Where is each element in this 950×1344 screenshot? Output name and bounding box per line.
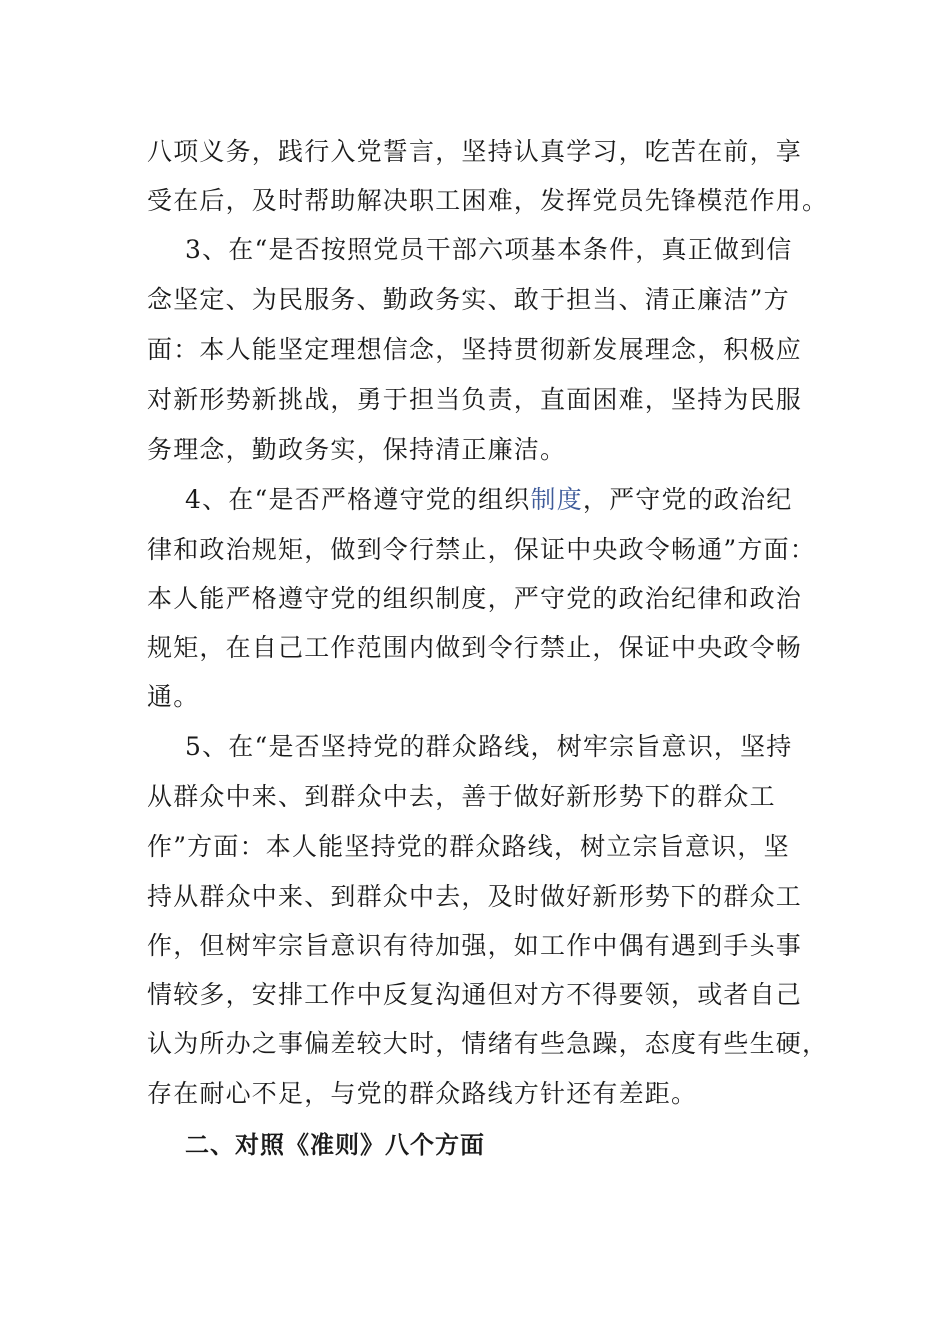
text-line: 持从群众中来、到群众中去，及时做好新形势下的群众工 bbox=[147, 882, 803, 911]
text-line: 从群众中来、到群众中去，善于做好新形势下的群众工 bbox=[147, 782, 776, 811]
text-line: 念坚定、为民服务、勤政务实、敢于担当、清正廉洁”方 bbox=[147, 285, 790, 314]
text-line: 认为所办之事偏差较大时，情绪有些急躁，态度有些生硬， bbox=[147, 1029, 829, 1058]
text-segment: 4、在“是否严格遵守党的组织 bbox=[185, 485, 531, 514]
text-line: 作，但树牢宗旨意识有待加强，如工作中偶有遇到手头事 bbox=[147, 931, 803, 960]
text-line: 八项义务，践行入党誓言，坚持认真学习，吃苦在前，享 bbox=[147, 137, 803, 166]
text-segment: ，严守党的政治纪 bbox=[582, 485, 793, 514]
paragraph-3-start: 3、在“是否按照党员干部六项基本条件，真正做到信 bbox=[185, 235, 793, 264]
text-line: 对新形势新挑战，勇于担当负责，直面困难，坚持为民服 bbox=[147, 385, 803, 414]
text-line: 作”方面：本人能坚持党的群众路线，树立宗旨意识，坚 bbox=[147, 832, 790, 861]
text-line: 情较多，安排工作中反复沟通但对方不得要领，或者自己 bbox=[147, 980, 803, 1009]
section-heading: 二、对照《准则》八个方面 bbox=[185, 1131, 485, 1159]
text-line: 务理念，勤政务实，保持清正廉洁。 bbox=[147, 435, 567, 464]
paragraph-4-start bbox=[185, 480, 793, 520]
text-line: 受在后，及时帮助解决职工困难，发挥党员先锋模范作用。 bbox=[147, 186, 829, 215]
text-line: 通。 bbox=[147, 682, 200, 711]
text-line: 律和政治规矩，做到令行禁止，保证中央政令畅通”方面： bbox=[147, 535, 816, 564]
text-line: 本人能严格遵守党的组织制度，严守党的政治纪律和政治 bbox=[147, 584, 803, 613]
text-line: 面：本人能坚定理想信念，坚持贯彻新发展理念，积极应 bbox=[147, 335, 803, 364]
paragraph-5-start: 5、在“是否坚持党的群众路线，树牢宗旨意识，坚持 bbox=[185, 732, 793, 761]
text-line: 存在耐心不足，与党的群众路线方针还有差距。 bbox=[147, 1079, 698, 1108]
text-line: 规矩，在自己工作范围内做到令行禁止，保证中央政令畅 bbox=[147, 633, 803, 662]
highlighted-word: 制度 bbox=[530, 485, 583, 514]
